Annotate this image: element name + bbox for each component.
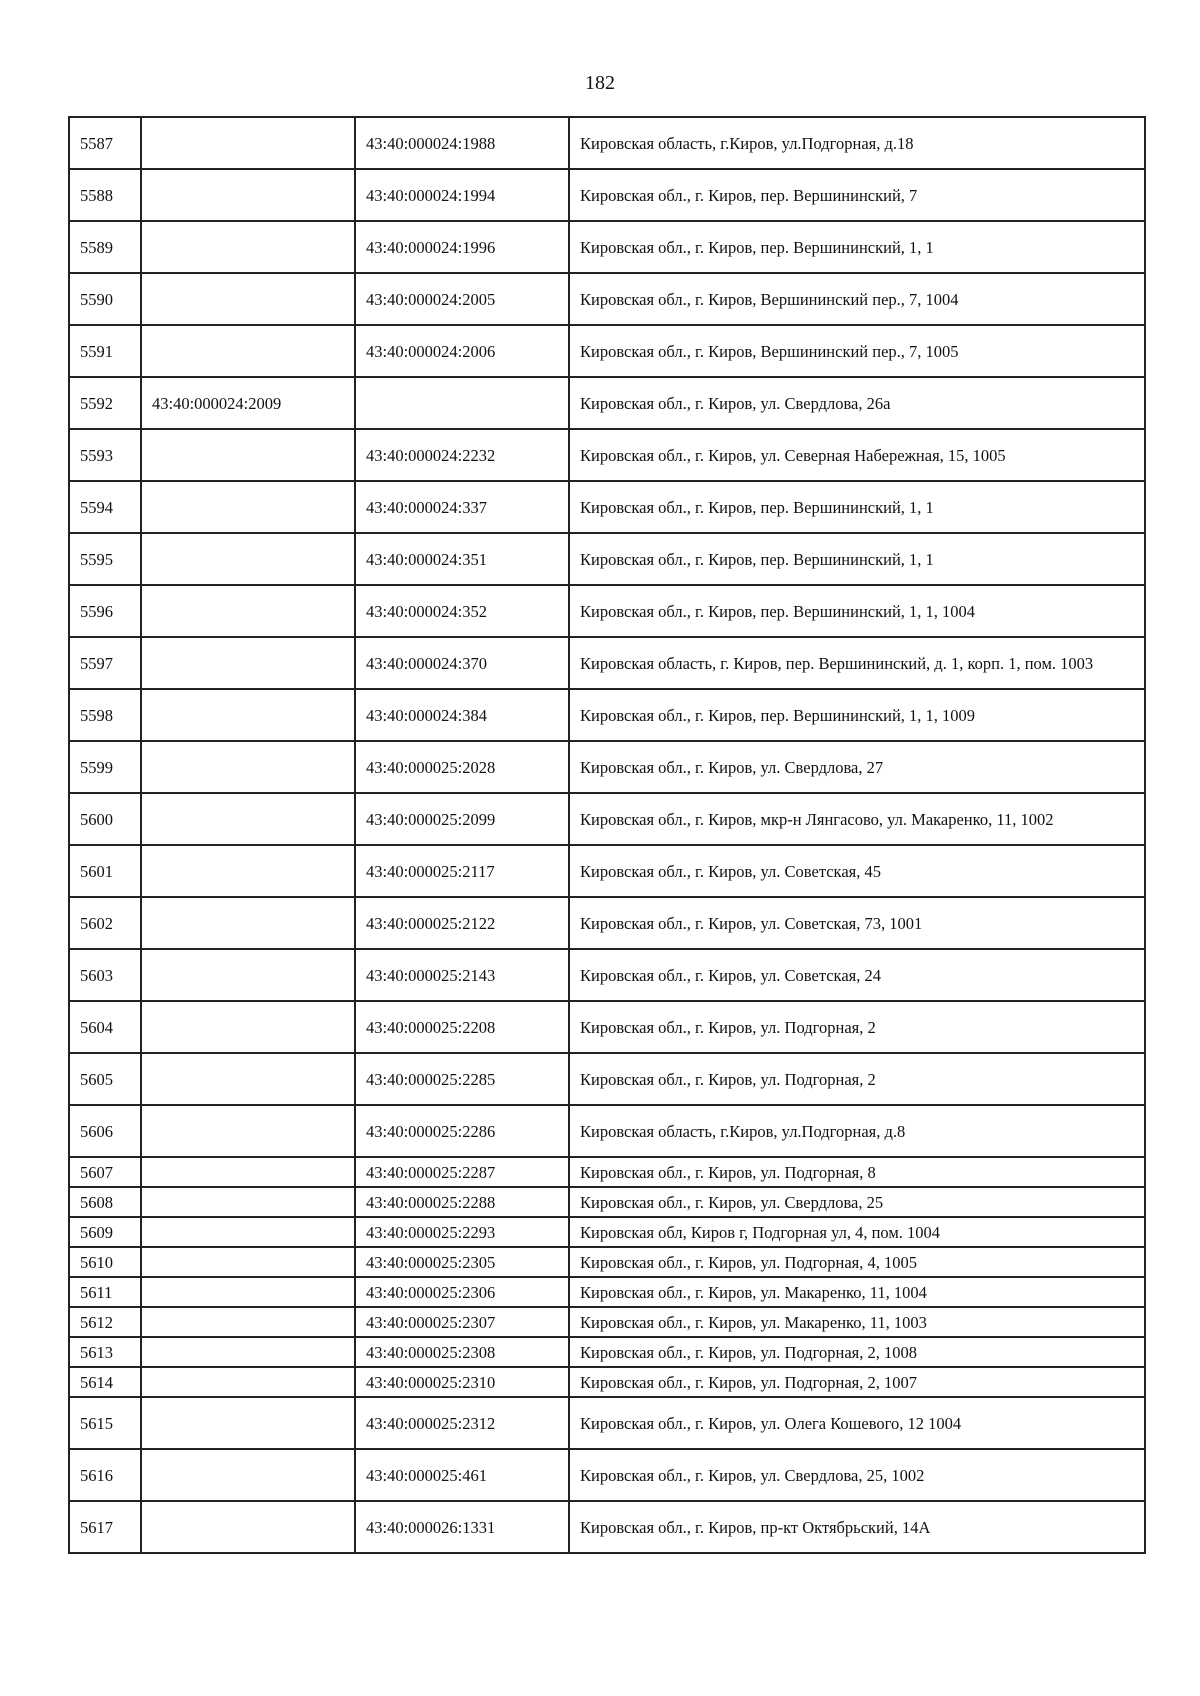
object-cadastral-number-cell: 43:40:000025:2208 xyxy=(355,1001,569,1053)
address-cell: Кировская обл., г. Киров, ул. Советская, 45 xyxy=(569,845,1145,897)
cadastral-number-cell xyxy=(141,845,355,897)
cadastral-number-cell xyxy=(141,1157,355,1187)
object-cadastral-number-cell: 43:40:000025:2288 xyxy=(355,1187,569,1217)
address-cell: Кировская обл., г. Киров, ул. Макаренко, 11, 1004 xyxy=(569,1277,1145,1307)
cadastral-number-cell xyxy=(141,273,355,325)
object-cadastral-number-cell: 43:40:000024:384 xyxy=(355,689,569,741)
address-cell: Кировская обл., г. Киров, ул. Подгорная, 2 xyxy=(569,1053,1145,1105)
row-number-cell: 5595 xyxy=(69,533,141,585)
table-row xyxy=(69,429,1145,481)
address-cell: Кировская обл., г. Киров, Вершининский пер., 7, 1004 xyxy=(569,273,1145,325)
row-number-cell: 5603 xyxy=(69,949,141,1001)
row-number-cell: 5590 xyxy=(69,273,141,325)
cadastral-number-cell xyxy=(141,949,355,1001)
object-cadastral-number-cell: 43:40:000024:1996 xyxy=(355,221,569,273)
address-cell: Кировская обл., г. Киров, пер. Вершининский, 1, 1 xyxy=(569,533,1145,585)
object-cadastral-number-cell xyxy=(355,377,569,429)
registry-table-body xyxy=(69,117,1145,1553)
cadastral-number-cell xyxy=(141,1367,355,1397)
table-row xyxy=(69,1501,1145,1553)
address-cell: Кировская обл., г. Киров, пер. Вершининский, 1, 1 xyxy=(569,481,1145,533)
table-row xyxy=(69,117,1145,169)
cadastral-number-cell xyxy=(141,429,355,481)
row-number-cell: 5616 xyxy=(69,1449,141,1501)
address-cell: Кировская область, г.Киров, ул.Подгорная, д.8 xyxy=(569,1105,1145,1157)
row-number-cell: 5617 xyxy=(69,1501,141,1553)
cadastral-number-cell xyxy=(141,117,355,169)
object-cadastral-number-cell: 43:40:000024:2006 xyxy=(355,325,569,377)
object-cadastral-number-cell: 43:40:000024:2005 xyxy=(355,273,569,325)
table-row xyxy=(69,377,1145,429)
table-row xyxy=(69,481,1145,533)
row-number-cell: 5588 xyxy=(69,169,141,221)
table-row xyxy=(69,1105,1145,1157)
address-cell: Кировская обл, Киров г, Подгорная ул, 4, пом. 1004 xyxy=(569,1217,1145,1247)
row-number-cell: 5606 xyxy=(69,1105,141,1157)
object-cadastral-number-cell: 43:40:000025:2286 xyxy=(355,1105,569,1157)
address-cell: Кировская обл., г. Киров, ул. Подгорная, 2, 1008 xyxy=(569,1337,1145,1367)
registry-table xyxy=(68,116,1146,1554)
cadastral-number-cell xyxy=(141,793,355,845)
page-number: 182 xyxy=(585,72,615,94)
cadastral-number-cell xyxy=(141,1337,355,1367)
cadastral-number-cell xyxy=(141,897,355,949)
row-number-cell: 5600 xyxy=(69,793,141,845)
cadastral-number-cell xyxy=(141,637,355,689)
address-cell: Кировская область, г.Киров, ул.Подгорная, д.18 xyxy=(569,117,1145,169)
table-row xyxy=(69,585,1145,637)
address-cell: Кировская обл., г. Киров, ул. Подгорная, 2 xyxy=(569,1001,1145,1053)
row-number-cell: 5598 xyxy=(69,689,141,741)
table-row xyxy=(69,845,1145,897)
table-row xyxy=(69,325,1145,377)
object-cadastral-number-cell: 43:40:000024:352 xyxy=(355,585,569,637)
table-row xyxy=(69,1397,1145,1449)
cadastral-number-cell xyxy=(141,585,355,637)
address-cell: Кировская обл., г. Киров, пер. Вершининский, 1, 1, 1004 xyxy=(569,585,1145,637)
object-cadastral-number-cell: 43:40:000024:1994 xyxy=(355,169,569,221)
row-number-cell: 5604 xyxy=(69,1001,141,1053)
row-number-cell: 5615 xyxy=(69,1397,141,1449)
row-number-cell: 5596 xyxy=(69,585,141,637)
row-number-cell: 5611 xyxy=(69,1277,141,1307)
table-row xyxy=(69,169,1145,221)
table-row xyxy=(69,1307,1145,1337)
cadastral-number-cell xyxy=(141,1105,355,1157)
object-cadastral-number-cell: 43:40:000025:461 xyxy=(355,1449,569,1501)
address-cell: Кировская обл., г. Киров, мкр-н Лянгасово, ул. Макаренко, 11, 1002 xyxy=(569,793,1145,845)
address-cell: Кировская обл., г. Киров, ул. Олега Кошевого, 12 1004 xyxy=(569,1397,1145,1449)
cadastral-number-cell xyxy=(141,325,355,377)
address-cell: Кировская область, г. Киров, пер. Вершининский, д. 1, корп. 1, пом. 1003 xyxy=(569,637,1145,689)
object-cadastral-number-cell: 43:40:000025:2143 xyxy=(355,949,569,1001)
row-number-cell: 5612 xyxy=(69,1307,141,1337)
table-row xyxy=(69,273,1145,325)
cadastral-number-cell xyxy=(141,533,355,585)
table-row xyxy=(69,1337,1145,1367)
object-cadastral-number-cell: 43:40:000025:2122 xyxy=(355,897,569,949)
row-number-cell: 5597 xyxy=(69,637,141,689)
object-cadastral-number-cell: 43:40:000025:2312 xyxy=(355,1397,569,1449)
row-number-cell: 5608 xyxy=(69,1187,141,1217)
address-cell: Кировская обл., г. Киров, ул. Свердлова, 26а xyxy=(569,377,1145,429)
table-row xyxy=(69,1001,1145,1053)
table-row xyxy=(69,1157,1145,1187)
cadastral-number-cell xyxy=(141,481,355,533)
address-cell: Кировская обл., г. Киров, ул. Подгорная, 2, 1007 xyxy=(569,1367,1145,1397)
row-number-cell: 5587 xyxy=(69,117,141,169)
table-row xyxy=(69,1187,1145,1217)
table-row xyxy=(69,689,1145,741)
table-row xyxy=(69,949,1145,1001)
object-cadastral-number-cell: 43:40:000025:2117 xyxy=(355,845,569,897)
object-cadastral-number-cell: 43:40:000024:2232 xyxy=(355,429,569,481)
cadastral-number-cell: 43:40:000024:2009 xyxy=(141,377,355,429)
cadastral-number-cell xyxy=(141,1217,355,1247)
row-number-cell: 5610 xyxy=(69,1247,141,1277)
object-cadastral-number-cell: 43:40:000024:370 xyxy=(355,637,569,689)
row-number-cell: 5602 xyxy=(69,897,141,949)
address-cell: Кировская обл., г. Киров, ул. Свердлова, 27 xyxy=(569,741,1145,793)
row-number-cell: 5605 xyxy=(69,1053,141,1105)
address-cell: Кировская обл., г. Киров, Вершининский пер., 7, 1005 xyxy=(569,325,1145,377)
row-number-cell: 5589 xyxy=(69,221,141,273)
address-cell: Кировская обл., г. Киров, ул. Советская, 73, 1001 xyxy=(569,897,1145,949)
row-number-cell: 5594 xyxy=(69,481,141,533)
table-row xyxy=(69,1277,1145,1307)
cadastral-number-cell xyxy=(141,1397,355,1449)
object-cadastral-number-cell: 43:40:000025:2285 xyxy=(355,1053,569,1105)
row-number-cell: 5593 xyxy=(69,429,141,481)
cadastral-number-cell xyxy=(141,1307,355,1337)
address-cell: Кировская обл., г. Киров, ул. Советская, 24 xyxy=(569,949,1145,1001)
table-row xyxy=(69,793,1145,845)
table-row xyxy=(69,741,1145,793)
row-number-cell: 5607 xyxy=(69,1157,141,1187)
object-cadastral-number-cell: 43:40:000024:337 xyxy=(355,481,569,533)
cadastral-number-cell xyxy=(141,1053,355,1105)
object-cadastral-number-cell: 43:40:000026:1331 xyxy=(355,1501,569,1553)
row-number-cell: 5609 xyxy=(69,1217,141,1247)
cadastral-number-cell xyxy=(141,1277,355,1307)
cadastral-number-cell xyxy=(141,1501,355,1553)
object-cadastral-number-cell: 43:40:000025:2028 xyxy=(355,741,569,793)
address-cell: Кировская обл., г. Киров, ул. Макаренко, 11, 1003 xyxy=(569,1307,1145,1337)
object-cadastral-number-cell: 43:40:000025:2287 xyxy=(355,1157,569,1187)
object-cadastral-number-cell: 43:40:000025:2293 xyxy=(355,1217,569,1247)
cadastral-number-cell xyxy=(141,689,355,741)
object-cadastral-number-cell: 43:40:000025:2307 xyxy=(355,1307,569,1337)
table-row xyxy=(69,897,1145,949)
address-cell: Кировская обл., г. Киров, пер. Вершининский, 7 xyxy=(569,169,1145,221)
object-cadastral-number-cell: 43:40:000025:2308 xyxy=(355,1337,569,1367)
row-number-cell: 5614 xyxy=(69,1367,141,1397)
object-cadastral-number-cell: 43:40:000025:2099 xyxy=(355,793,569,845)
row-number-cell: 5599 xyxy=(69,741,141,793)
address-cell: Кировская обл., г. Киров, пр-кт Октябрьский, 14А xyxy=(569,1501,1145,1553)
cadastral-number-cell xyxy=(141,1247,355,1277)
cadastral-number-cell xyxy=(141,169,355,221)
cadastral-number-cell xyxy=(141,1187,355,1217)
table-row xyxy=(69,1449,1145,1501)
object-cadastral-number-cell: 43:40:000024:351 xyxy=(355,533,569,585)
object-cadastral-number-cell: 43:40:000025:2306 xyxy=(355,1277,569,1307)
address-cell: Кировская обл., г. Киров, ул. Подгорная, 4, 1005 xyxy=(569,1247,1145,1277)
row-number-cell: 5591 xyxy=(69,325,141,377)
address-cell: Кировская обл., г. Киров, пер. Вершининский, 1, 1 xyxy=(569,221,1145,273)
row-number-cell: 5592 xyxy=(69,377,141,429)
object-cadastral-number-cell: 43:40:000024:1988 xyxy=(355,117,569,169)
table-row xyxy=(69,1247,1145,1277)
table-row xyxy=(69,533,1145,585)
row-number-cell: 5613 xyxy=(69,1337,141,1367)
cadastral-number-cell xyxy=(141,1449,355,1501)
address-cell: Кировская обл., г. Киров, пер. Вершининский, 1, 1, 1009 xyxy=(569,689,1145,741)
table-row xyxy=(69,1217,1145,1247)
table-row xyxy=(69,1053,1145,1105)
row-number-cell: 5601 xyxy=(69,845,141,897)
address-cell: Кировская обл., г. Киров, ул. Свердлова, 25 xyxy=(569,1187,1145,1217)
table-row xyxy=(69,1367,1145,1397)
cadastral-number-cell xyxy=(141,221,355,273)
object-cadastral-number-cell: 43:40:000025:2310 xyxy=(355,1367,569,1397)
address-cell: Кировская обл., г. Киров, ул. Подгорная, 8 xyxy=(569,1157,1145,1187)
address-cell: Кировская обл., г. Киров, ул. Северная Набережная, 15, 1005 xyxy=(569,429,1145,481)
cadastral-number-cell xyxy=(141,741,355,793)
cadastral-number-cell xyxy=(141,1001,355,1053)
object-cadastral-number-cell: 43:40:000025:2305 xyxy=(355,1247,569,1277)
table-row xyxy=(69,637,1145,689)
address-cell: Кировская обл., г. Киров, ул. Свердлова, 25, 1002 xyxy=(569,1449,1145,1501)
table-row xyxy=(69,221,1145,273)
